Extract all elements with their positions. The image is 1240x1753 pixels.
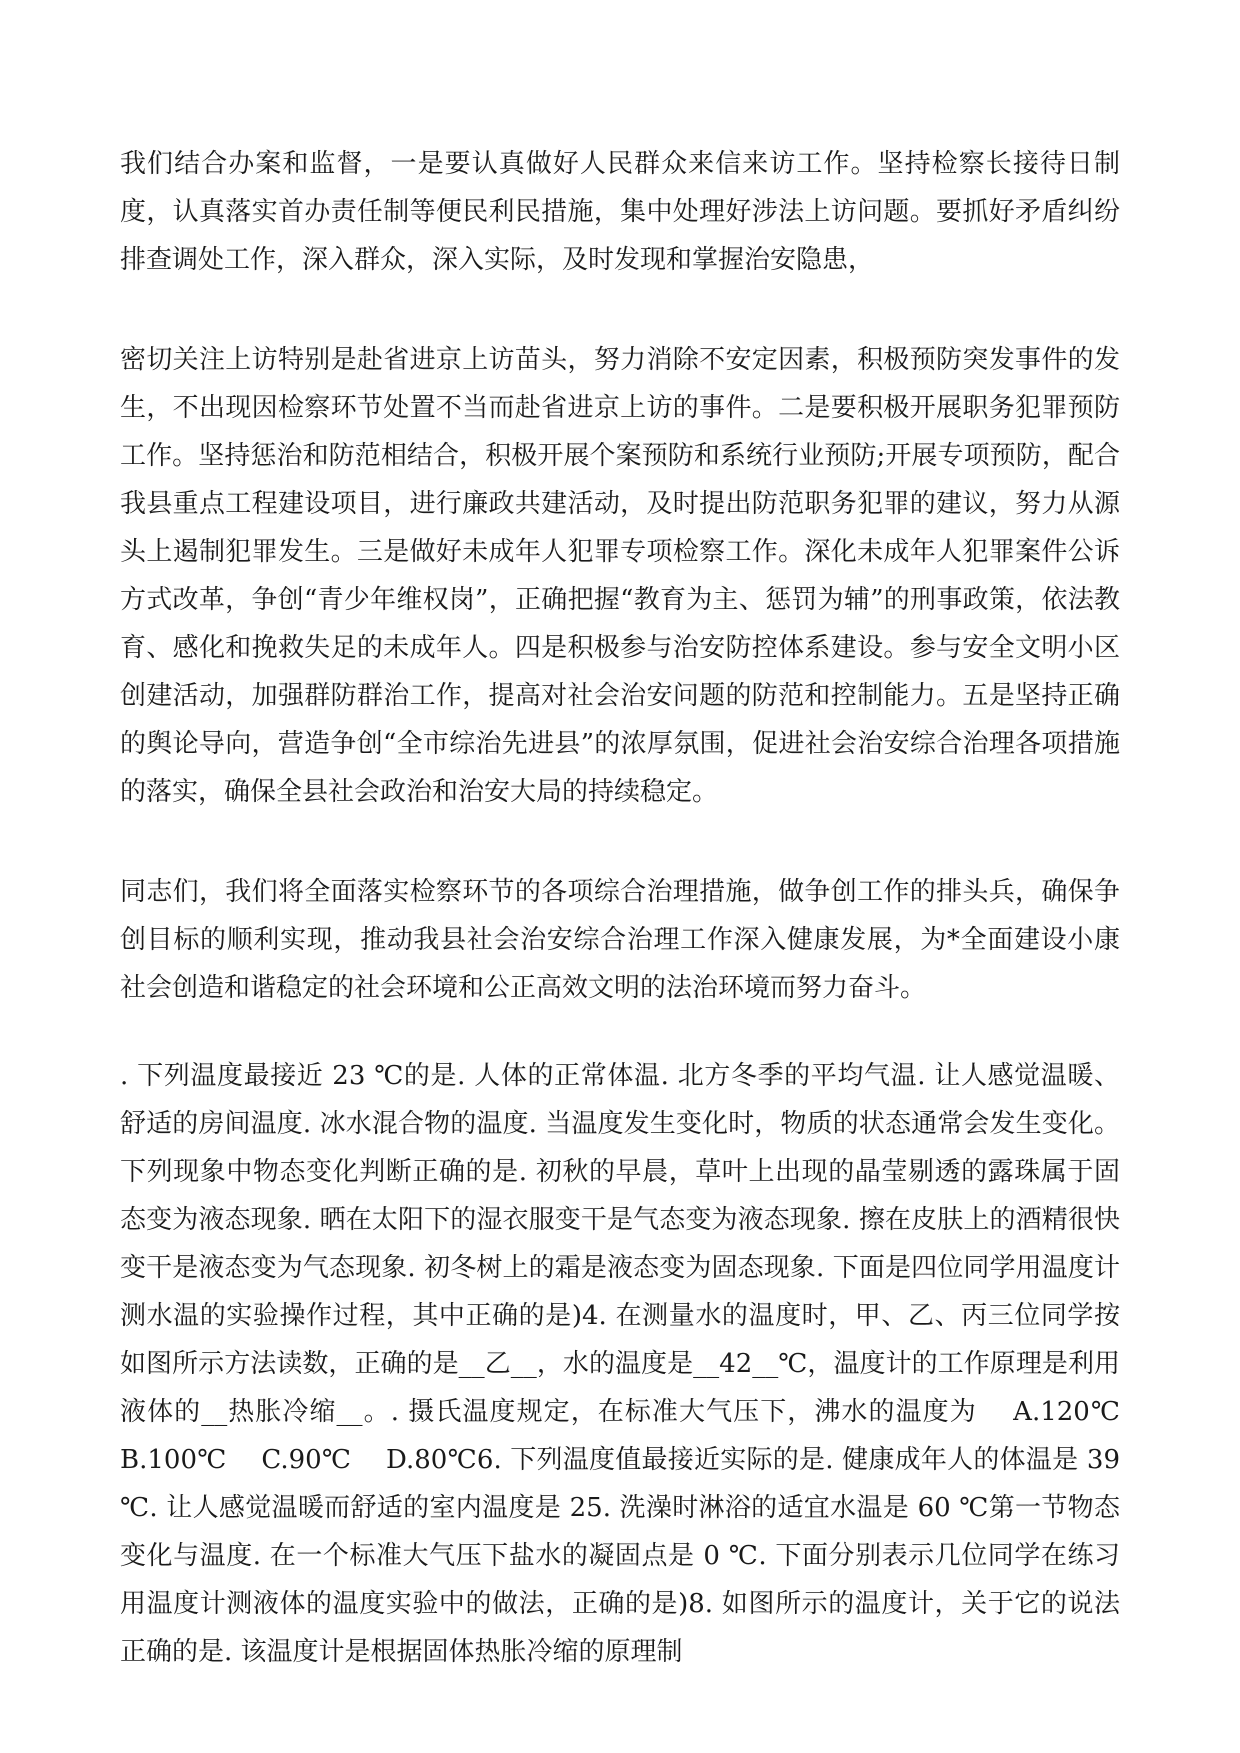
paragraph-intro-petitions: 我们结合办案和监督，一是要认真做好人民群众来信来访工作。坚持检察长接待日制度，认真落实首办责任制等便民利民措施，集中处理好涉法上访问题。要抓好矛盾纠纷排查调处工作，深入群众，深入实际，及时发现和掌握治安隐患，: [120, 149, 1120, 275]
paragraph-prevention-measures: 密切关注上访特别是赴省进京上访苗头，努力消除不安定因素，积极预防突发事件的发生，不出现因检察环节处置不当而赴省进京上访的事件。二是要积极开展职务犯罪预防工作。坚持惩治和防范相结合，积极开展个案预防和系统行业预防;开展专项预防，配合我县重点工程建设项目，进行廉政共建活动，及时提出防范职务犯罪的建议，努力从源头上遏制犯罪发生。三是做好未成年人犯罪专项检察工作。深化未成年人犯罪案件公诉方式改革，争创“青少年维权岗”，正确把握“教育为主、惩罚为辅”的刑事政策，依法教育、感化和挽救失足的未成年人。四是积极参与治安防控体系建设。参与安全文明小区创建活动，加强群防群治工作，提高对社会治安问题的防范和控制能力。五是坚持正确的舆论导向，营造争创“全市综治先进县”的浓厚氛围，促进社会治安综合治理各项措施的落实，确保全县社会政治和治安大局的持续稳定。: [120, 345, 1120, 807]
paragraph-closing-remarks: 同志们，我们将全面落实检察环节的各项综合治理措施，做争创工作的排头兵，确保争创目标的顺利实现，推动我县社会治安综合治理工作深入健康发展，为*全面建设小康社会创造和谐稳定的社会环境和公正高效文明的法治环境而努力奋斗。: [120, 877, 1120, 1003]
paragraph-temperature-questions: . 下列温度最接近 23 ℃的是. 人体的正常体温. 北方冬季的平均气温. 让人感觉温暖、舒适的房间温度. 冰水混合物的温度. 当温度发生变化时，物质的状态通常会发生变化。下列现象中物态变化判断正确的是. 初秋的早晨，草叶上出现的晶莹剔透的露珠属于固态变为液态现象. 晒在太阳下的湿衣服变干是气态变为液态现象. 擦在皮肤上的酒精很快变干是液态变为气态现象. 初冬树上的霜是液态变为固态现象. 下面是四位同学用温度计测水温的实验操作过程，其中正确的是)4. 在测量水的温度时，甲、乙、丙三位同学按如图所示方法读数，正确的是__乙__，水的温度是__42__℃，温度计的工作原理是利用液体的__热胀冷缩__。. 摄氏温度规定，在标准大气压下，沸水的温度为 A.120℃ B.100℃ C.90℃ D.80℃6. 下列温度值最接近实际的是. 健康成年人的体温是 39 ℃. 让人感觉温暖而舒适的室内温度是 25. 洗澡时淋浴的适宜水温是 60 ℃第一节物态变化与温度. 在一个标准大气压下盐水的凝固点是 0 ℃. 下面分别表示几位同学在练习用温度计测液体的温度实验中的做法，正确的是)8. 如图所示的温度计，关于它的说法正确的是. 该温度计是根据固体热胀冷缩的原理制: [120, 1061, 1155, 1667]
document-page: [120, 140, 1155, 1676]
